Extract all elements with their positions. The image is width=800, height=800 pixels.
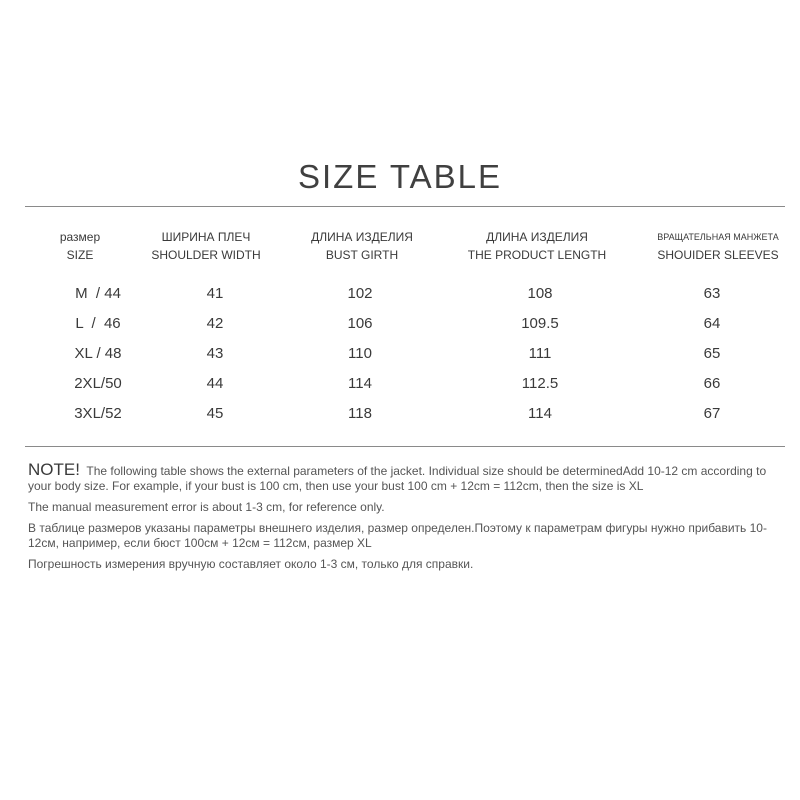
cell-size: M / 44 [75, 285, 121, 302]
note-text-ru: В таблице размеров указаны параметры внешнего изделия, размер определен.Поэтому к параметрам фигуры нужно прибавить 10-12см, например, если бюст 100см + 12см = 112см, размер XL [28, 521, 767, 550]
note-measurement-ru: Погрешность измерения вручную составляет около 1-3 см, только для справки. [28, 557, 474, 571]
header-bust-girth-en: BUST GIRTH [325, 248, 399, 262]
cell-shoulder-width: 45 [206, 405, 224, 422]
header-shoulder-width-ru: ШИРИНА ПЛЕЧ [161, 230, 251, 244]
cell-sleeves: 63 [703, 285, 721, 302]
header-size-ru: размер [59, 230, 101, 244]
header-bust-girth [302, 228, 422, 264]
cell-shoulder-width: 43 [206, 345, 224, 362]
header-sleeves-ru: ВРАЩАТЕЛЬНАЯ МАНЖЕТА [657, 232, 779, 242]
cell-shoulder-width: 44 [206, 375, 224, 392]
table-row [0, 405, 800, 435]
top-divider [25, 206, 785, 207]
cell-sleeves: 65 [703, 345, 721, 362]
table-row [0, 375, 800, 405]
cell-bust-girth: 114 [348, 375, 372, 392]
header-product-length-en: THE PRODUCT LENGTH [467, 248, 607, 262]
header-size [38, 228, 122, 264]
cell-product-length: 112.5 [521, 375, 559, 392]
header-bust-girth-ru: ДЛИНА ИЗДЕЛИЯ [311, 230, 413, 244]
cell-bust-girth: 106 [347, 315, 373, 332]
cell-shoulder-width: 42 [206, 315, 224, 332]
header-size-en: SIZE [66, 248, 94, 262]
cell-bust-girth: 110 [348, 345, 372, 362]
header-shoulder-width [146, 228, 266, 264]
note-text-en: The following table shows the external parameters of the jacket. Individual size should be determinedAdd 10-12 cm according to your body size. For example, if your bust is 100 cm, then use your bust 100 cm + 12cm = 112cm, then the size is XL [28, 464, 767, 493]
cell-shoulder-width: 41 [206, 285, 224, 302]
cell-product-length: 109.5 [521, 315, 559, 332]
cell-sleeves: 67 [703, 405, 721, 422]
cell-product-length: 114 [528, 405, 552, 422]
cell-size: XL / 48 [74, 345, 122, 362]
notes-section [28, 462, 788, 578]
cell-product-length: 111 [528, 345, 552, 362]
header-shoulder-width-en: SHOULDER WIDTH [151, 248, 261, 262]
bottom-divider [25, 446, 785, 447]
cell-size: 3XL/52 [74, 405, 122, 422]
cell-bust-girth: 118 [348, 405, 372, 422]
header-product-length [462, 228, 612, 264]
cell-size: L / 46 [75, 315, 121, 332]
table-row [0, 315, 800, 345]
note-label: NOTE! [28, 460, 80, 479]
cell-size: 2XL/50 [74, 375, 122, 392]
header-product-length-ru: ДЛИНА ИЗДЕЛИЯ [486, 230, 588, 244]
table-row [0, 285, 800, 315]
cell-bust-girth: 102 [347, 285, 373, 302]
cell-sleeves: 66 [703, 375, 721, 392]
header-sleeves-en: SHOUIDER SLEEVES [657, 248, 779, 262]
note-paragraph [28, 462, 788, 494]
cell-sleeves: 64 [703, 315, 721, 332]
note-measurement-en: The manual measurement error is about 1-3 cm, for reference only. [28, 500, 385, 514]
page-title: SIZE TABLE [297, 158, 502, 195]
cell-product-length: 108 [527, 285, 553, 302]
table-row [0, 345, 800, 375]
header-sleeves [648, 228, 788, 264]
